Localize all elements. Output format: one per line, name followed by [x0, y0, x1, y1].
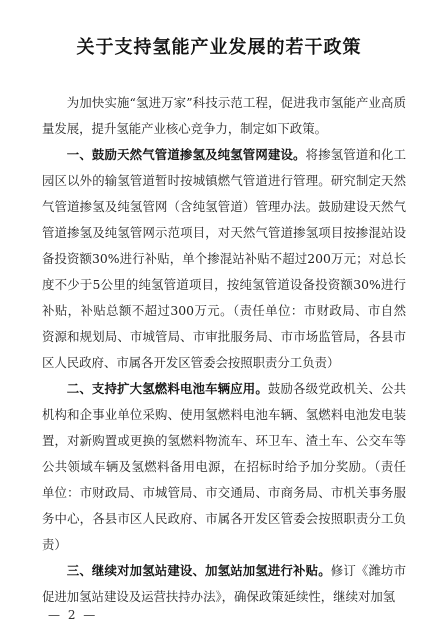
section-1-heading: 一、鼓励天然气管道掺氢及纯氢管网建设。 [66, 147, 306, 162]
section-1 [42, 142, 406, 376]
section-3-body: 修订《潍坊市促进加氢站建设及运营扶持办法》，确保政策延续性，继续对加氢 [42, 563, 407, 604]
section-3 [42, 558, 406, 610]
section-2-heading: 二、支持扩大氢燃料电池车辆应用。 [66, 381, 268, 396]
section-1-body: 将掺氢管道和化工园区以外的输氢管道暂时按城镇燃气管道进行管理。研究制定天然气管道掺氢及纯氢管网（含纯氢管道）管理办法。鼓励建设天然气管道掺氢及纯氢管网示范项目，对天然气管道掺氢项目按掺混站设备投资额30%进行补贴，单个掺混站补贴不超过200万元；对总长度不少于5公里的纯氢管道项目，按纯氢管道设备投资额30%进行补贴，补贴总额不超过300万元。（责任单位：市财政局、市自然资源和规划局、市城管局、市审批服务局、市市场监管局，各县市区人民政府、市属各开发区管委会按照职责分工负责） [42, 147, 407, 370]
document-title: 关于支持氢能产业发展的若干政策 [76, 37, 362, 58]
section-3-heading: 三、继续对加氢站建设、加氢站加氢进行补贴。 [66, 563, 331, 578]
section-2 [42, 376, 406, 558]
page-number: — 2 — [48, 608, 98, 622]
section-2-body: 鼓励各级党政机关、公共机构和企事业单位采购、使用氢燃料电池车辆、氢燃料电池发电装置，对新购置或更换的氢燃料物流车、环卫车、渣土车、公交车等公共领域车辆及氢燃料备用电源，在招标时给予加分奖励。（责任单位：市财政局、市城管局、市交通局、市商务局、市机关事务服务中心，各县市区人民政府、市属各开发区管委会按照职责分工负责） [42, 381, 407, 552]
intro-paragraph: 为加快实施“氢进万家”科技示范工程，促进我市氢能产业高质量发展，提升氢能产业核心竞争力，制定如下政策。 [42, 95, 406, 136]
document-body [42, 90, 406, 610]
